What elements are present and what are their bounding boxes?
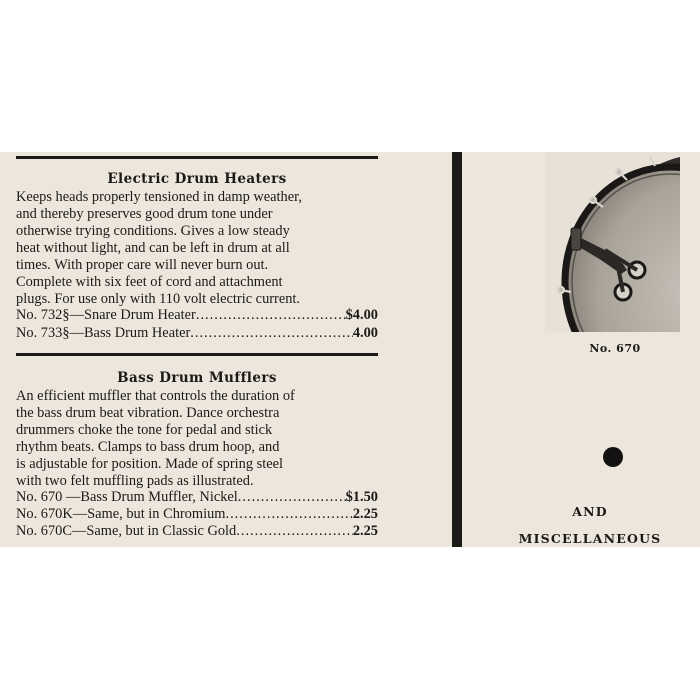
mufflers-line: drummers choke the tone for pedal and stick (16, 422, 273, 438)
dot-leader (238, 489, 346, 506)
bullet-dot (603, 447, 623, 467)
heaters-line: heat without light, and can be left in drum at all (16, 240, 290, 256)
item-price: 2.25 (352, 523, 378, 539)
heaters-line: Keeps heads properly tensioned in damp weather, (16, 189, 302, 205)
price-line-670 (16, 489, 378, 506)
middle-rule (16, 353, 378, 356)
item-price: 4.00 (352, 325, 378, 341)
item-label: No. 732§—Snare Drum Heater (16, 307, 196, 323)
price-line-670c (16, 523, 378, 540)
side-heading-and: AND (572, 504, 608, 519)
top-rule (16, 156, 378, 159)
mufflers-heading: Bass Drum Mufflers (117, 370, 277, 386)
heaters-line: Complete with six feet of cord and attachment (16, 274, 283, 290)
dot-leader (225, 506, 352, 523)
price-line-733 (16, 325, 378, 342)
mufflers-line: the bass drum beat vibration. Dance orchestra (16, 405, 280, 421)
mufflers-line: An efficient muffler that controls the duration of (16, 388, 295, 404)
item-price: $4.00 (345, 307, 378, 323)
side-heading-miscellaneous: MISCELLANEOUS (518, 531, 662, 546)
heaters-line: otherwise trying conditions. Gives a low steady (16, 223, 290, 239)
dot-leader (190, 325, 353, 342)
item-label: No. 670 —Bass Drum Muffler, Nickel (16, 489, 238, 505)
vertical-divider (452, 152, 462, 547)
heaters-line: and thereby preserves good drum tone under (16, 206, 273, 222)
mufflers-line: rhythm beats. Clamps to bass drum hoop, and (16, 439, 280, 455)
heaters-heading: Electric Drum Heaters (107, 171, 287, 187)
mufflers-line: is adjustable for position. Made of spring steel (16, 456, 283, 472)
dot-leader (196, 307, 346, 324)
bass-drum-muffler-photo-icon (545, 152, 680, 332)
price-line-670k (16, 506, 378, 523)
price-line-732 (16, 307, 378, 324)
dot-leader (236, 523, 353, 540)
item-label: No. 733§—Bass Drum Heater (16, 325, 191, 341)
item-label: No. 670C—Same, but in Classic Gold (16, 523, 237, 539)
heaters-description (16, 189, 378, 308)
item-price: $1.50 (345, 489, 378, 505)
mufflers-description (16, 388, 378, 490)
catalog-page (0, 152, 700, 547)
heaters-line: times. With proper care will never burn out. (16, 257, 269, 273)
item-price: 2.25 (352, 506, 378, 522)
item-label: No. 670K—Same, but in Chromium (16, 506, 226, 522)
heaters-line: plugs. For use only with 110 volt electric current. (16, 291, 301, 307)
photo-caption: No. 670 (589, 342, 641, 355)
mufflers-line: with two felt muffling pads as illustrated. (16, 473, 254, 489)
